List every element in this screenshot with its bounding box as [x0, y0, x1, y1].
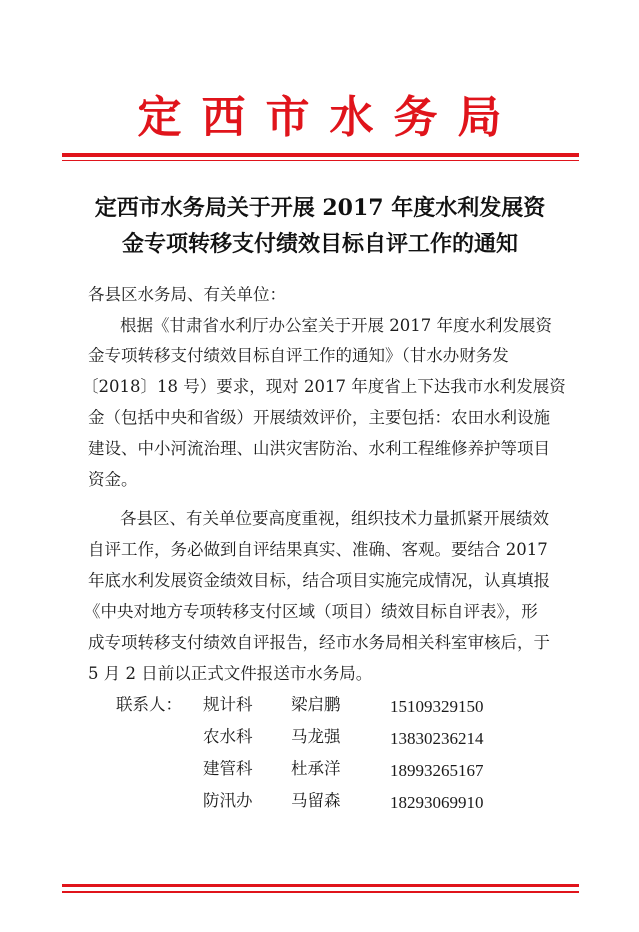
- letterhead-org-name: 定西市水务局: [137, 92, 522, 143]
- paragraph-2-line: 自评工作，务必做到自评结果真实、准确、客观。要结合 2017: [88, 540, 548, 559]
- letterhead-rule-thin: [62, 160, 579, 161]
- contact-dept: 建管科: [203, 759, 253, 778]
- paragraph-1-line: 金专项转移支付绩效目标自评工作的通知》（甘水办财务发: [88, 346, 509, 365]
- contact-phone: 18993265167: [390, 761, 484, 780]
- footer-rule-thick: [62, 884, 579, 887]
- contact-name: 马留森: [291, 791, 341, 810]
- contact-name: 马龙强: [291, 727, 341, 746]
- contact-phone: 18293069910: [390, 793, 484, 812]
- salutation: 各县区水务局、有关单位：: [88, 285, 286, 304]
- document-title-line-1: 定西市水务局关于开展 2017 年度水利发展资: [94, 195, 546, 221]
- paragraph-2-line: 《中央对地方专项转移支付区域（项目）绩效目标自评表》，形: [84, 602, 538, 621]
- footer-rule-thin: [62, 891, 579, 893]
- paragraph-1-line: 根据《甘肃省水利厅办公室关于开展 2017 年度水利发展资: [120, 316, 552, 335]
- paragraph-1-line: 金（包括中央和省级）开展绩效评价，主要包括：农田水利设施: [88, 408, 550, 427]
- paragraph-2-line: 各县区、有关单位要高度重视，组织技术力量抓紧开展绩效: [120, 509, 549, 528]
- letterhead-rule-thick: [62, 153, 579, 157]
- paragraph-2-line: 成专项转移支付绩效自评报告，经市水务局相关科室审核后，于: [88, 633, 550, 652]
- contact-dept: 规计科: [203, 695, 253, 714]
- contact-phone: 13830236214: [390, 729, 484, 748]
- contact-phone: 15109329150: [390, 697, 484, 716]
- contact-name: 杜承洋: [291, 759, 341, 778]
- paragraph-2-line: 年底水利发展资金绩效目标，结合项目实施完成情况，认真填报: [88, 571, 550, 590]
- document-title-line-2: 金专项转移支付绩效目标自评工作的通知: [121, 231, 518, 257]
- contact-dept: 农水科: [203, 727, 253, 746]
- contacts-label: 联系人：: [116, 695, 182, 714]
- paragraph-1-line: 建设、中小河流治理、山洪灾害防治、水利工程维修养护等项目: [88, 439, 550, 458]
- contact-dept: 防汛办: [203, 791, 253, 810]
- paragraph-2-line: 5 月 2 日前以正式文件报送市水务局。: [88, 664, 373, 683]
- paragraph-1-line: 〔2018〕18 号）要求，现对 2017 年度省上下达我市水利发展资: [82, 377, 566, 396]
- paragraph-1-line: 资金。: [88, 470, 138, 489]
- contact-name: 梁启鹏: [291, 695, 341, 714]
